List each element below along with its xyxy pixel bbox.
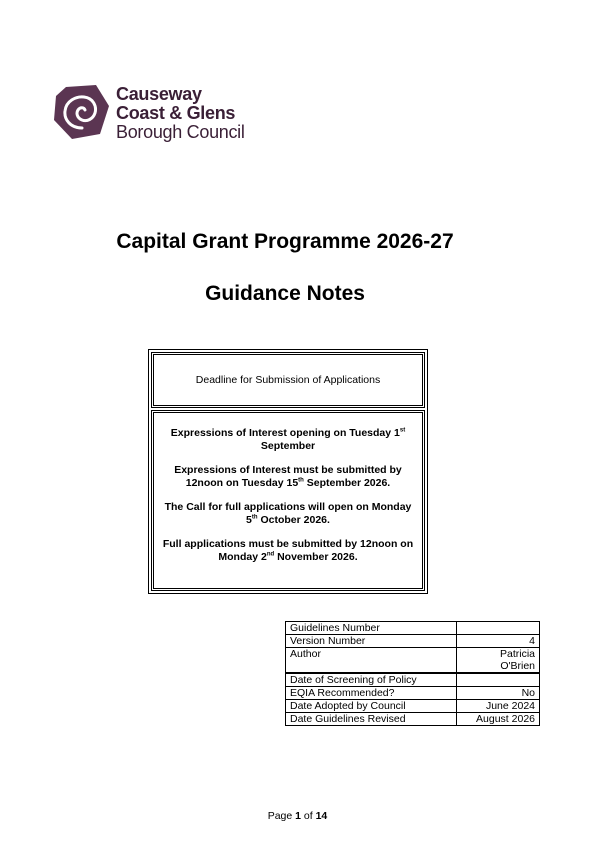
document-control-table: [285, 621, 540, 726]
spiral-hexagon-icon: [52, 84, 110, 140]
table-cell-label: Date Guidelines Revised: [286, 713, 457, 726]
table-cell-value: June 2024: [457, 700, 540, 713]
table-cell-value: 4: [457, 635, 540, 648]
table-cell-value: [457, 622, 540, 635]
table-row: [286, 648, 540, 674]
page-number: Page 1 of 14: [267, 810, 328, 822]
deadline-item-call-open: The Call for full applications will open on Monday 5th October 2026.: [164, 501, 412, 526]
deadline-box: [148, 349, 428, 594]
table-cell-value: August 2026: [457, 713, 540, 726]
logo-line-2: Coast & Glens: [116, 103, 236, 123]
table-cell-value: No: [457, 687, 540, 700]
table-row: [286, 700, 540, 713]
document-title: Capital Grant Programme 2026-27: [116, 230, 454, 253]
deadline-item-eoi-submit: Expressions of Interest must be submitted by 12noon on Tuesday 15th September 2026.: [174, 464, 402, 489]
table-cell-value: [457, 673, 540, 687]
deadline-details: [151, 410, 425, 591]
table-cell-label: Date of Screening of Policy: [286, 673, 457, 687]
table-cell-label: Date Adopted by Council: [286, 700, 457, 713]
deadline-item-full-submit: Full applications must be submitted by 12noon on Monday 2nd November 2026.: [162, 538, 414, 563]
logo-line-1: Causeway: [116, 84, 202, 104]
table-row: [286, 713, 540, 726]
table-row: [286, 635, 540, 648]
table-cell-label: Author: [286, 648, 457, 674]
logo-line-3: Borough Council: [116, 122, 245, 142]
table-cell-label: EQIA Recommended?: [286, 687, 457, 700]
document-subtitle: Guidance Notes: [205, 282, 365, 305]
council-logo: [52, 84, 252, 148]
table-cell-value: Patricia O'Brien: [457, 648, 540, 674]
table-row: [286, 687, 540, 700]
table-cell-label: Guidelines Number: [286, 622, 457, 635]
table-row: [286, 622, 540, 635]
deadline-item-eoi-open: Expressions of Interest opening on Tuesday 1st September: [170, 427, 406, 452]
table-row: [286, 673, 540, 687]
table-cell-label: Version Number: [286, 635, 457, 648]
deadline-heading: Deadline for Submission of Applications: [151, 352, 425, 408]
